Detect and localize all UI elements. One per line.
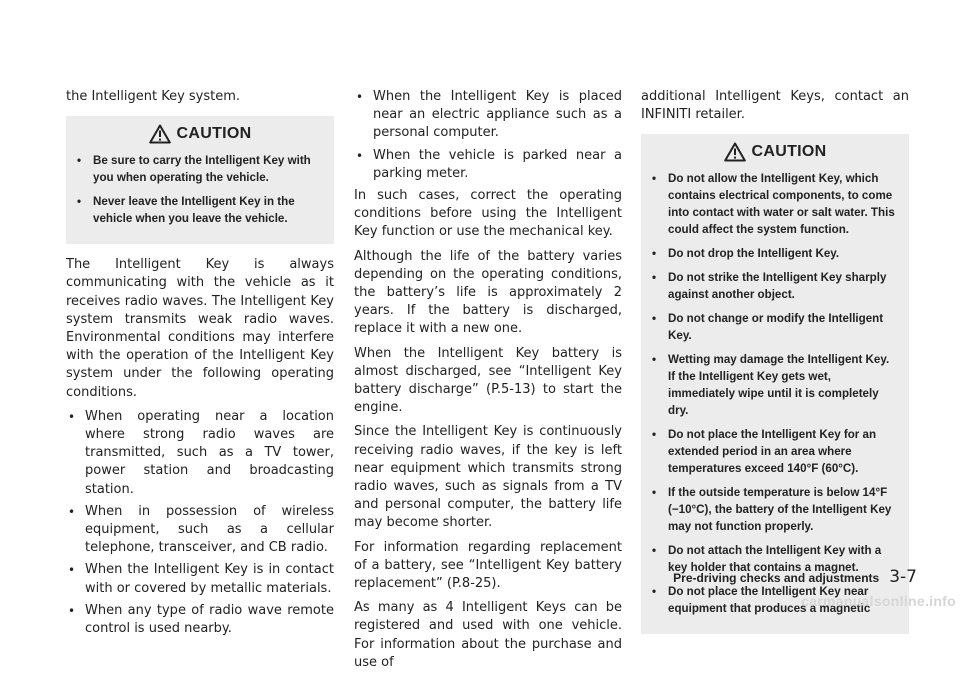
caution-item: • Do not drop the Intelligent Key. <box>651 245 899 262</box>
caution-item: • If the outside temperature is below 14°F (−10°C), the battery of the Intelligent Key may not function properly. <box>651 484 899 535</box>
column-left <box>66 88 334 642</box>
list-item: • When in possession of wireless equipment, such as a cellular telephone, transceiver, and CB radio. <box>66 503 334 558</box>
warning-icon <box>149 124 171 144</box>
body-paragraph: For information regarding replacement of a battery, see “Intelligent Key battery replacement” (P.8-25). <box>354 539 622 592</box>
caution-item: • Be sure to carry the Intelligent Key with you when operating the vehicle. <box>76 152 324 186</box>
body-paragraph: Since the Intelligent Key is continuously receiving radio waves, if the key is left near equipment which transmits strong radio waves, such as signals from a TV and personal computer, the battery life may become shorter. <box>354 424 622 531</box>
caution-heading: CAUTION <box>176 125 252 143</box>
intro-text: additional Intelligent Keys, contact an INFINITI retailer. <box>641 89 909 123</box>
section-title: Pre-driving checks and adjustments <box>673 571 880 585</box>
body-paragraph: Although the life of the battery varies depending on the operating conditions, the battery’s life is approximately 2 years. If the battery is discharged, replace it with a new one. <box>354 248 622 337</box>
warning-icon <box>724 142 746 162</box>
caution-box <box>66 116 334 244</box>
page-footer <box>673 567 917 587</box>
caution-item: • Do not place the Intelligent Key for an extended period in an area where temperatures exceed 140°F (60°C). <box>651 426 899 477</box>
caution-item: • Do not allow the Intelligent Key, which contains electrical components, to come into contact with water or salt water. This could affect the system function. <box>651 170 899 238</box>
body-paragraph: When the Intelligent Key battery is almost discharged, see “Intelligent Key battery discharge” (P.5-13) to start the engine. <box>354 345 622 416</box>
column-middle <box>354 88 622 678</box>
body-paragraph: In such cases, correct the operating conditions before using the Intelligent Key function or use the mechanical key. <box>354 188 622 240</box>
caution-header <box>76 124 324 144</box>
caution-heading: CAUTION <box>751 143 827 161</box>
caution-item: • Do not strike the Intelligent Key sharply against another object. <box>651 269 899 303</box>
list-item: • When any type of radio wave remote control is used nearby. <box>66 602 334 638</box>
list-item: • When operating near a location where strong radio waves are transmitted, such as a TV tower, power station and broadcasting station. <box>66 408 334 499</box>
caution-item: • Do not change or modify the Intelligent Key. <box>651 310 899 344</box>
caution-header <box>651 142 899 162</box>
list-item: • When the Intelligent Key is in contact with or covered by metallic materials. <box>66 561 334 597</box>
body-paragraph: As many as 4 Intelligent Keys can be registered and used with one vehicle. For information about the purchase and use of <box>354 600 622 670</box>
page-number: 3-7 <box>889 567 917 587</box>
caution-item: • Never leave the Intelligent Key in the vehicle when you leave the vehicle. <box>76 193 324 227</box>
watermark: carmanualsonline.info <box>801 593 956 609</box>
intro-text: the Intelligent Key system. <box>66 89 241 104</box>
caution-box <box>641 134 909 634</box>
list-item: • When the vehicle is parked near a parking meter. <box>354 147 622 183</box>
caution-item: • Do not place the Intelligent Key near equipment that produces a magnetic <box>651 583 899 617</box>
body-paragraph: The Intelligent Key is always communicating with the vehicle as it receives radio waves. The Intelligent Key system transmits weak radio waves. Environmental conditions may interfere with the operation of the Intelligent Key system under the following operating conditions. <box>66 257 334 400</box>
column-right <box>641 88 909 646</box>
list-item: • When the Intelligent Key is placed near an electric appliance such as a personal computer. <box>354 88 622 143</box>
caution-item: • Wetting may damage the Intelligent Key. If the Intelligent Key gets wet, immediately wipe until it is completely dry. <box>651 351 899 419</box>
caution-item: • Do not attach the Intelligent Key with a key holder that contains a magnet. <box>651 542 899 576</box>
